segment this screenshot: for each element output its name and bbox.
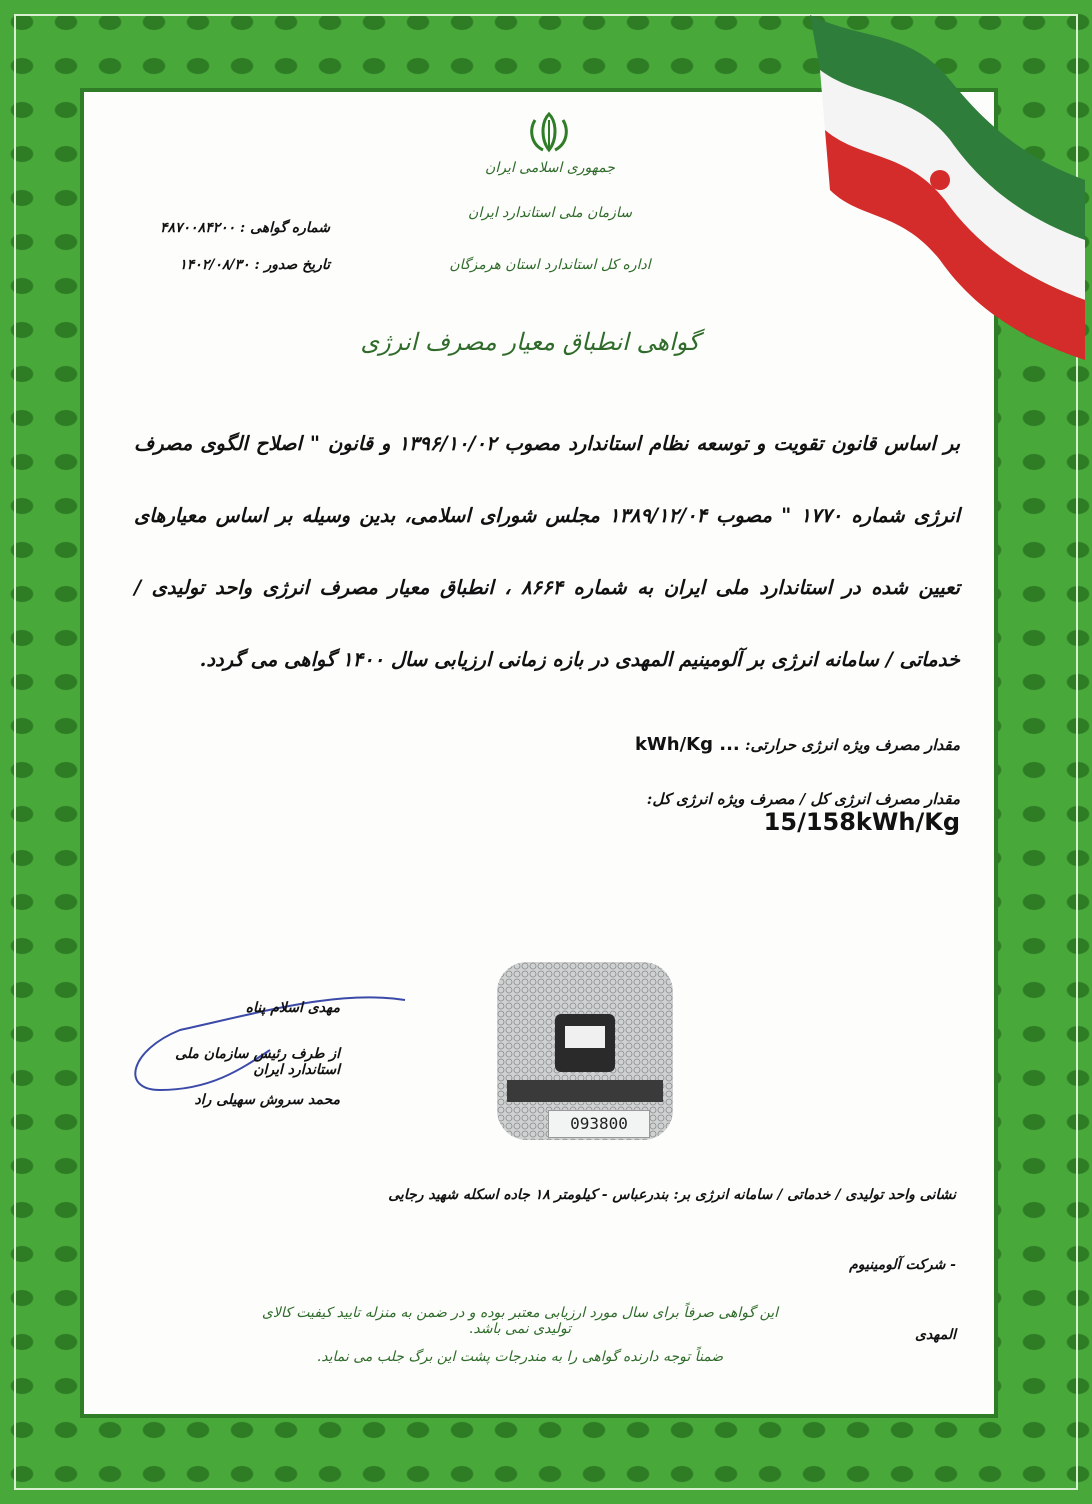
footer-note-validity: این گواهی صرفاً برای سال مورد ارزیابی معتبر بوده و در ضمن به منزله تایید کیفیت کالای تولیدی نمی باشد.	[261, 1305, 779, 1337]
signatory-name: مهدی اسلام پناه	[245, 1000, 340, 1016]
issue-date-label: تاریخ صدور :	[254, 257, 330, 273]
unit-address-line1: نشانی واحد تولیدی / خدماتی / سامانه انرژی بر: بندرعباس - کیلومتر ۱۸ جاده اسکله شهید رجایی - شرکت آلومینیوم	[388, 1187, 956, 1273]
certificate-title: گواهی انطباق معیار مصرف انرژی	[360, 328, 700, 356]
thermal-energy-label: مقدار مصرف ویژه انرژی حرارتی:	[745, 736, 960, 754]
header-department: اداره کل استاندارد استان هرمزگان	[449, 257, 651, 273]
footer-note-back-page: ضمناً توجه دارنده گواهی را به مندرجات پشت این برگ جلب می نماید.	[316, 1349, 724, 1365]
thermal-energy-value: kWh/Kg ...	[634, 734, 740, 755]
unit-address	[380, 1160, 956, 1370]
unit-address-line2: المهدی	[914, 1327, 956, 1343]
issue-date	[150, 257, 330, 273]
certificate-number	[150, 220, 330, 236]
header-organization: سازمان ملی استاندارد ایران	[468, 205, 632, 221]
header-country: جمهوری اسلامی ایران	[485, 160, 615, 176]
certificate-body: بر اساس قانون تقویت و توسعه نظام استاندارد مصوب ۱۳۹۶/۱۰/۰۲ و قانون " اصلاح الگوی مصرف انرژی شماره ۱۷۷۰ " مصوب ۱۳۸۹/۱۲/۰۴ مجلس شورای اسلامی، بدین وسیله بر اساس معیارهای تعیین شده در استاندارد ملی ایران به شماره ۸۶۶۴ ، انطباق معیار مصرف انرژی واحد تولیدی / خدماتی / سامانه انرژی بر آلومینیم المهدی در بازه زمانی ارزیابی سال ۱۴۰۰ گواهی می گردد.	[134, 432, 961, 671]
certificate-number-value: ۴۸۷۰۰۸۴۲۰۰	[159, 220, 236, 236]
seal-serial-number: 093800	[548, 1110, 650, 1138]
issue-date-value: ۱۴۰۲/۰۸/۳۰	[179, 257, 250, 273]
certificate-number-label: شماره گواهی :	[240, 220, 330, 236]
total-energy-spec	[500, 790, 960, 836]
total-energy-value: 15/158kWh/Kg	[763, 808, 960, 836]
thermal-energy-spec	[560, 734, 960, 755]
iran-flag-ribbon-icon	[800, 10, 1090, 370]
signatory-second-name: محمد سروش سهیلی راد	[194, 1092, 340, 1108]
signatory-role: از طرف رئیس سازمان ملی استاندارد ایران	[175, 1046, 340, 1078]
total-energy-label: مقدار مصرف انرژی کل / مصرف ویژه انرژی کل:	[646, 790, 960, 808]
emblem-of-iran-icon	[527, 110, 571, 154]
